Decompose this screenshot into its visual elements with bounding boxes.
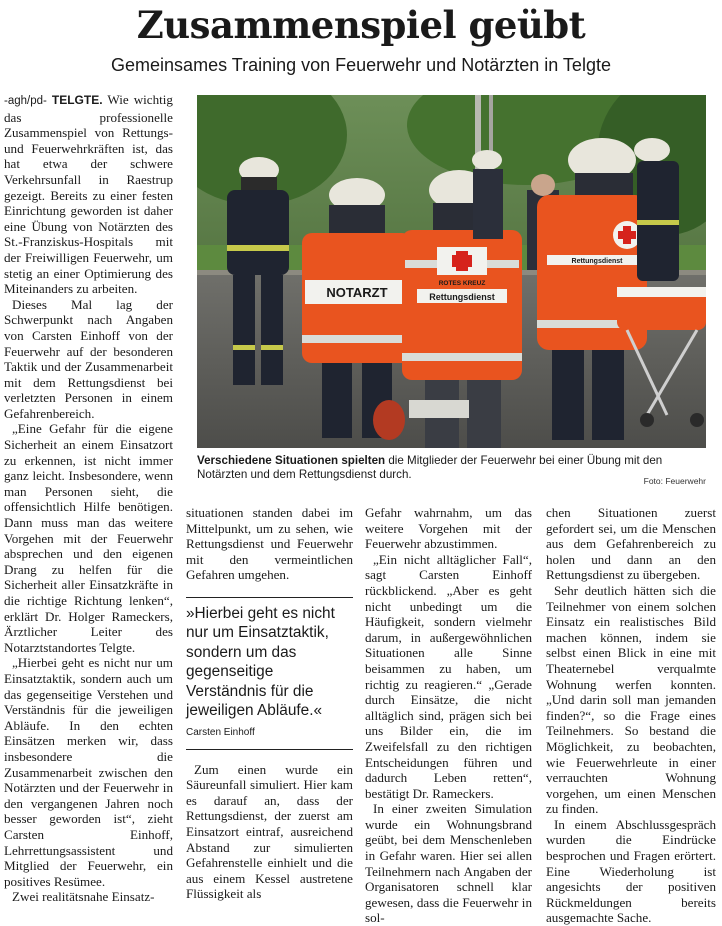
paragraph: In einem Abschlussgespräch wurden die Eindrücke besprochen und Fragen erörtert. Eine Wiederholung ist angesichts der positiven Rückmeldungen bereits ausgemachte Sache.: [546, 816, 716, 926]
subheadline: Gemeinsames Training von Feuerwehr und Notärzten in Telgte: [111, 55, 611, 75]
dateline: TELGTE.: [51, 93, 103, 107]
caption-text: die Mitglieder der Feuerwehr bei einer Übung mit den Notärzten und dem Rettungsdienst durch.: [197, 454, 663, 481]
paragraph-text: Wie wichtig das professionelle Zusammenspiel von Rettungs- und Feuerwehrkräften ist, das hat etwa der schwere Verkehrsunfall in Raestrup gezeigt. Bereits zu einer festen Einrichtung geworden ist daher eine Übung von Notärzten des St.-Franziskus-Hospitals mit der Freiwilligen Feuerwehr, um stetig an einer Optimierung des Miteinanders zu arbeiten.: [4, 92, 173, 297]
article-photo: [197, 95, 706, 448]
paragraph: In einer zweiten Simulation wurde ein Wohnungsbrand geübt, bei dem Menschenleben in Gefahr waren. Hier sei allen Teilnehmern nach Angaben der Organisatoren schnell klar gewesen, dass die Feuerwehr in sol-: [365, 801, 532, 926]
caption-lead: Verschiedene Situationen spielten: [197, 454, 386, 467]
quote-author: Carsten Einhoff: [186, 726, 255, 738]
vest-label: ROTES KREUZ: [438, 280, 486, 287]
byline: -agh/pd-: [4, 95, 47, 107]
article-column-3: [365, 505, 532, 926]
pull-quote: [186, 597, 353, 750]
photo-credit: Foto: Feuerwehr: [643, 476, 706, 486]
paragraph: „Eine Gefahr für die eigene Sicherheit an einem Einsatzort zu erkennen, ist nicht immer ganz leicht. Insbesondere, wenn man Personen sieht, die offensichtlich Hilfe benötigen. Dann muss man das weitere Vorgehen mit der Feuerwehr absprechen und den eigenen Drang zu helfen für die Sicherheit aller Einsatzkräfte in die richtige Richtung lenken“, erklärt Dr. Holger Rameckers, Ärztlicher Leiter des Notarztstandortes Telgte.: [4, 421, 173, 655]
vest-label: NOTARZT: [326, 285, 388, 300]
quote-text: »Hierbei geht es nicht nur um Einsatztaktik, sondern um das gegenseitige Verständnis für die jeweiligen Abläufe.«: [186, 604, 335, 720]
article-column-1: [4, 92, 173, 905]
paragraph: situationen standen dabei im Mittelpunkt, um zu sehen, wie Rettungsdienst und Feuerwehr mit den vermeintlichen Gefahren umgehen.: [186, 505, 353, 583]
paragraph: chen Situationen zuerst gefordert sei, um die Menschen aus dem Gefahrenbereich zu holen und dann an den Rettungsdienst zu übergeben.: [546, 505, 716, 583]
article-column-4: [546, 505, 716, 926]
vest-label: Rettungsdienst: [429, 292, 495, 302]
photo-caption: [197, 454, 706, 482]
paragraph: „Hierbei geht es nicht nur um Einsatztaktik, sondern auch um das gegenseitige Verstehen und Verständnis für die jeweiligen Abläufe. In den echten Einsätzen merken wir, dass insbesondere die Zusammenarbeit zwischen den Notärzten und der Feuerwehr in den vergangenen Jahren noch besser geworden ist“, zieht Carsten Einhoff, Lehrrettungsassistent und Mitglied der Feuerwehr, ein positives Resümee.: [4, 655, 173, 889]
article-column-2: [186, 505, 353, 902]
paragraph: [4, 92, 173, 297]
paragraph: Sehr deutlich hätten sich die Teilnehmer von einem solchen Einsatz ein realistisches Bild machen können, indem sie selbst einen Blick in eine mit Theaternebel verqualmte Wohnung werfen konnten. „Und darin soll man jemanden finden?“, so die Frage eines Teilnehmers. So bestand die Möglichkeit, zu beobachten, wie Feuerwehrleute in einer verrauchten Wohnung vorgehen, um einen Menschen zu finden.: [546, 582, 716, 817]
paragraph: Zum einen wurde ein Säureunfall simuliert. Hier kam es darauf an, dass der Rettungsdienst, der zuerst am Einsatzort eintraf, ausreichend Abstand zur simulierten Gefahrenstelle einhielt und die aus einem Kessel austretene Flüssigkeit als: [186, 761, 353, 902]
headline: Zusammenspiel geübt: [136, 3, 586, 47]
vest-label: Rettungsdienst: [571, 258, 623, 265]
paragraph: Gefahr wahrnahm, um das weitere Vorgehen mit der Feuerwehr abzustimmen.: [365, 505, 532, 552]
paragraph: „Ein nicht alltäglicher Fall“, sagt Carsten Einhoff rückblickend. „Aber es geht nicht unbedingt um die Häufigkeit, sondern vielmehr darum, in außergewöhnlichen Situationen alle Sinne beisammen zu haben, um richtig zu reagieren.“ „Gerade durch Einsätze, die nicht alltäglich sind, prägen sich bei uns Bilder ein, die im Zweifelsfall zu den richtigen Entscheidungen führen und dadurch Leben retten“, bestätigt Dr. Rameckers.: [365, 551, 532, 801]
paragraph: Zwei realitätsnahe Einsatz-: [12, 889, 155, 905]
paragraph: Dieses Mal lag der Schwerpunkt nach Angaben von Carsten Einhoff von der Feuerwehr auf der besonderen Taktik und der Zusammenarbeit mit dem Rettungsdienst bei verletzten Personen in einem Gefahrenbereich.: [4, 296, 173, 421]
photo-illustration: [197, 95, 706, 448]
